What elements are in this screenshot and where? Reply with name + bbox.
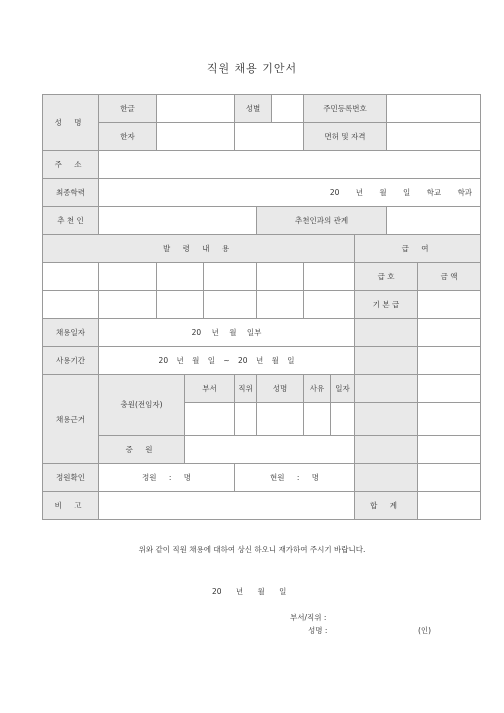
total-field[interactable] [418, 492, 481, 520]
amount-label: 금 액 [418, 263, 481, 291]
increase-field[interactable] [185, 436, 355, 464]
salary-field[interactable] [418, 436, 481, 464]
korean-name-field[interactable] [157, 95, 235, 123]
salary-cell [355, 347, 418, 375]
appointment-cell[interactable] [257, 291, 304, 319]
base-pay-label: 기 본 급 [355, 291, 418, 319]
license-field[interactable] [387, 123, 481, 151]
request-statement: 위와 같이 직원 채용에 대하여 상신 하오니 재가하여 주시기 바랍니다. [138, 545, 366, 554]
appointment-cell[interactable] [204, 263, 257, 291]
appointment-cell[interactable] [204, 291, 257, 319]
salary-cell [355, 436, 418, 464]
appointment-cell[interactable] [304, 291, 355, 319]
page-title: 직원 채용 기안서 [206, 62, 298, 75]
appointment-cell[interactable] [99, 291, 157, 319]
salary-field[interactable] [418, 347, 481, 375]
staff-check-label: 정원확인 [43, 464, 99, 492]
vacancy-name-field[interactable] [257, 403, 304, 436]
salary-label: 급 여 [355, 235, 481, 263]
hanja-name-field[interactable] [157, 123, 235, 151]
date-label: 일자 [331, 375, 355, 403]
appointment-label: 발 령 내 용 [43, 235, 355, 263]
hire-date-field[interactable]: 20 년 월 일부 [99, 319, 355, 347]
salary-field[interactable] [418, 319, 481, 347]
address-field[interactable] [99, 151, 481, 179]
resident-no-field[interactable] [387, 95, 481, 123]
appointment-cell[interactable] [43, 263, 99, 291]
grade-label: 급 호 [355, 263, 418, 291]
relation-field[interactable] [387, 207, 481, 235]
gender-field[interactable] [272, 95, 304, 123]
signer-name-label: 성명 : [308, 626, 328, 635]
license-label: 면허 및 자격 [304, 123, 387, 151]
appointment-cell[interactable] [157, 263, 204, 291]
appointment-cell[interactable] [157, 291, 204, 319]
salary-field[interactable] [418, 464, 481, 492]
appointment-cell[interactable] [43, 291, 99, 319]
base-pay-field[interactable] [418, 291, 481, 319]
total-label: 합 계 [355, 492, 418, 520]
quota-field[interactable]: 정원 : 명 [99, 464, 235, 492]
appointment-cell[interactable] [257, 263, 304, 291]
education-field[interactable]: 20 년 월 일 학교 학과 [99, 179, 481, 207]
salary-field[interactable] [418, 403, 481, 436]
hire-date-label: 채용일자 [43, 319, 99, 347]
basis-label: 채용근거 [43, 375, 99, 464]
dept-position-label: 부서/직위 : [290, 613, 327, 622]
reason-label: 사유 [304, 375, 331, 403]
salary-field[interactable] [418, 375, 481, 403]
vacancy-dept-field[interactable] [185, 403, 235, 436]
current-staff-field[interactable]: 현원 : 명 [235, 464, 355, 492]
korean-label: 한글 [99, 95, 157, 123]
salary-cell [355, 464, 418, 492]
vacancy-reason-field[interactable] [304, 403, 331, 436]
salary-cell [355, 319, 418, 347]
appointment-cell[interactable] [304, 263, 355, 291]
hiring-form-table [42, 94, 481, 520]
vacancy-label: 충원(전임자) [99, 375, 185, 436]
increase-label: 증 원 [99, 436, 185, 464]
submit-date: 20 년 월 일 [212, 587, 287, 596]
vacancy-date-field[interactable] [331, 403, 355, 436]
recommender-field[interactable] [99, 207, 257, 235]
position-label: 직위 [235, 375, 257, 403]
remarks-field[interactable] [99, 492, 355, 520]
recommender-label: 추 천 인 [43, 207, 99, 235]
remarks-label: 비 고 [43, 492, 99, 520]
dept-label: 부서 [185, 375, 235, 403]
name-label: 성 명 [43, 95, 99, 151]
salary-cell [355, 403, 418, 436]
resident-no-label: 주민등록번호 [304, 95, 387, 123]
period-field[interactable]: 20 년 월 일 ~ 20 년 월 일 [99, 347, 355, 375]
appointment-cell[interactable] [99, 263, 157, 291]
blank-field[interactable] [235, 123, 304, 151]
seal-mark: (인) [418, 626, 432, 635]
period-label: 사용기간 [43, 347, 99, 375]
relation-label: 추천인과의 관계 [257, 207, 387, 235]
address-label: 주 소 [43, 151, 99, 179]
education-label: 최종학력 [43, 179, 99, 207]
salary-cell [355, 375, 418, 403]
hanja-label: 한자 [99, 123, 157, 151]
gender-label: 성별 [235, 95, 272, 123]
person-name-label: 성명 [257, 375, 304, 403]
vacancy-position-field[interactable] [235, 403, 257, 436]
